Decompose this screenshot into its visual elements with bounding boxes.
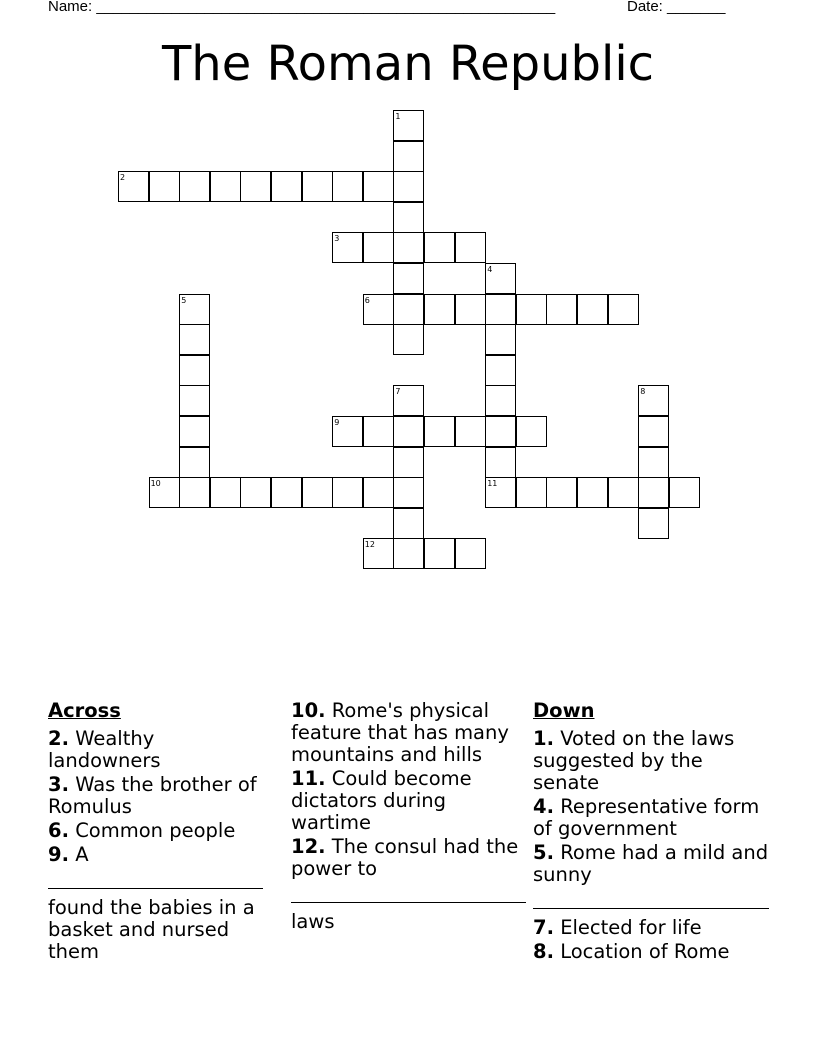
crossword-cell[interactable] xyxy=(179,447,210,478)
clue-text: The consul had the power to xyxy=(291,835,519,880)
crossword-cell[interactable] xyxy=(363,171,394,202)
across-clues-column-2 xyxy=(291,700,526,935)
crossword-cell[interactable] xyxy=(455,538,486,569)
crossword-cell[interactable] xyxy=(393,324,424,355)
down-clue-list xyxy=(533,728,769,963)
across-clue-list xyxy=(48,728,263,963)
crossword-cell[interactable] xyxy=(393,141,424,172)
crossword-cell[interactable] xyxy=(179,324,210,355)
crossword-cell[interactable] xyxy=(485,355,516,386)
crossword-cell[interactable] xyxy=(363,416,394,447)
clue-number: 3. xyxy=(48,773,69,796)
clue-number: 11. xyxy=(291,767,326,790)
crossword-cell[interactable] xyxy=(393,232,424,263)
crossword-cell[interactable] xyxy=(393,508,424,539)
clue-text: A xyxy=(75,843,89,866)
clue-item xyxy=(291,768,526,834)
clue-item xyxy=(291,700,526,766)
clue-item xyxy=(48,774,263,818)
page-title: The Roman Republic xyxy=(161,36,655,92)
clue-text: Rome had a mild and sunny xyxy=(533,841,769,886)
clue-number: 5. xyxy=(533,841,554,864)
clue-item xyxy=(291,836,526,933)
crossword-cell[interactable] xyxy=(424,416,455,447)
crossword-cell[interactable] xyxy=(179,477,210,508)
down-heading: Down xyxy=(533,699,595,722)
crossword-cell[interactable] xyxy=(240,171,271,202)
crossword-cell[interactable] xyxy=(546,294,577,325)
crossword-cell[interactable] xyxy=(302,477,333,508)
clue-number-label: 11 xyxy=(487,479,498,489)
crossword-cell[interactable] xyxy=(149,171,180,202)
crossword-cell[interactable] xyxy=(271,171,302,202)
clue-item xyxy=(533,728,769,794)
crossword-cell[interactable] xyxy=(424,294,455,325)
crossword-cell[interactable] xyxy=(516,416,547,447)
crossword-cell[interactable] xyxy=(455,416,486,447)
clue-number-label: 8 xyxy=(640,387,646,397)
crossword-cell[interactable] xyxy=(424,538,455,569)
crossword-cell[interactable] xyxy=(179,355,210,386)
clue-number: 1. xyxy=(533,727,554,750)
clue-number: 8. xyxy=(533,940,554,963)
clue-text: Common people xyxy=(75,819,236,842)
crossword-cell[interactable] xyxy=(393,416,424,447)
clue-number-label: 10 xyxy=(150,479,161,489)
clue-item xyxy=(533,796,769,840)
clue-text: Rome's physical feature that has many mountains and hills xyxy=(291,699,509,766)
crossword-cell[interactable] xyxy=(393,477,424,508)
crossword-cell[interactable] xyxy=(210,477,241,508)
clue-number-label: 1 xyxy=(395,112,401,121)
clue-number: 2. xyxy=(48,727,69,750)
clue-number-label: 9 xyxy=(334,418,340,427)
crossword-cell[interactable] xyxy=(363,477,394,508)
answer-blank-line xyxy=(533,886,769,909)
crossword-cell[interactable] xyxy=(424,232,455,263)
crossword-cell[interactable] xyxy=(516,294,547,325)
name-field-label: Name: _______________________________________________________ xyxy=(48,0,556,15)
crossword-cell[interactable] xyxy=(393,447,424,478)
crossword-cell[interactable] xyxy=(179,416,210,447)
clue-number: 7. xyxy=(533,916,554,939)
date-field-label: Date: _______ xyxy=(627,0,726,15)
down-clues-column xyxy=(533,700,769,965)
crossword-cell[interactable] xyxy=(393,171,424,202)
crossword-cell[interactable] xyxy=(240,477,271,508)
crossword-cell[interactable] xyxy=(332,477,363,508)
crossword-cell[interactable] xyxy=(638,416,669,447)
clue-number-label: 7 xyxy=(395,387,401,397)
crossword-cell[interactable] xyxy=(516,477,547,508)
crossword-cell[interactable] xyxy=(669,477,700,508)
clue-number: 6. xyxy=(48,819,69,842)
crossword-cell[interactable] xyxy=(485,294,516,325)
crossword-cell[interactable] xyxy=(577,477,608,508)
clue-text: Location of Rome xyxy=(560,940,730,963)
clue-text-continued: laws xyxy=(291,910,335,933)
crossword-cell[interactable] xyxy=(393,294,424,325)
crossword-cell[interactable] xyxy=(638,447,669,478)
clue-number-label: 2 xyxy=(120,173,126,183)
across-clues-column-1 xyxy=(48,700,263,965)
crossword-cell[interactable] xyxy=(608,477,639,508)
crossword-cell[interactable] xyxy=(179,385,210,416)
crossword-cell[interactable] xyxy=(608,294,639,325)
clue-number: 12. xyxy=(291,835,326,858)
clue-text: Was the brother of Romulus xyxy=(48,773,257,818)
clue-text: Representative form of government xyxy=(533,795,760,840)
clue-item xyxy=(48,844,263,963)
crossword-cell[interactable] xyxy=(179,171,210,202)
clue-text: Wealthy landowners xyxy=(48,727,161,772)
clue-number: 4. xyxy=(533,795,554,818)
crossword-cell[interactable] xyxy=(485,447,516,478)
across-clue-list-continued xyxy=(291,700,526,933)
clue-number-label: 5 xyxy=(181,295,187,305)
crossword-cell[interactable] xyxy=(455,294,486,325)
crossword-cell[interactable] xyxy=(332,171,363,202)
crossword-cell[interactable] xyxy=(577,294,608,325)
crossword-cell[interactable] xyxy=(455,232,486,263)
clue-number-label: 6 xyxy=(364,295,370,305)
crossword-cell[interactable] xyxy=(638,508,669,539)
crossword-cell[interactable] xyxy=(271,477,302,508)
crossword-cell[interactable] xyxy=(393,263,424,294)
crossword-cell[interactable] xyxy=(210,171,241,202)
clue-item xyxy=(533,842,769,909)
clue-text: Could become dictators during wartime xyxy=(291,767,472,834)
clue-number-label: 12 xyxy=(364,540,375,550)
crossword-cell[interactable] xyxy=(638,477,669,508)
crossword-cell[interactable] xyxy=(363,232,394,263)
across-heading: Across xyxy=(48,699,121,722)
clue-number: 10. xyxy=(291,699,326,722)
clue-text-continued: found the babies in a basket and nursed them xyxy=(48,896,255,963)
clue-number: 9. xyxy=(48,843,69,866)
crossword-cell[interactable] xyxy=(393,202,424,233)
crossword-cell[interactable] xyxy=(485,416,516,447)
clue-item xyxy=(48,728,263,772)
clue-number-label: 3 xyxy=(334,234,340,244)
crossword-cell[interactable] xyxy=(546,477,577,508)
clue-text: Voted on the laws suggested by the senate xyxy=(533,727,735,794)
crossword-cell[interactable] xyxy=(393,538,424,569)
crossword-cell[interactable] xyxy=(485,385,516,416)
crossword-cell[interactable] xyxy=(302,171,333,202)
clue-item xyxy=(533,941,769,963)
answer-blank-line xyxy=(48,866,263,889)
answer-blank-line xyxy=(291,880,526,903)
clue-item xyxy=(533,917,769,939)
crossword-cell[interactable] xyxy=(485,324,516,355)
clue-text: Elected for life xyxy=(560,916,702,939)
clue-item xyxy=(48,820,263,842)
clue-number-label: 4 xyxy=(487,265,493,274)
